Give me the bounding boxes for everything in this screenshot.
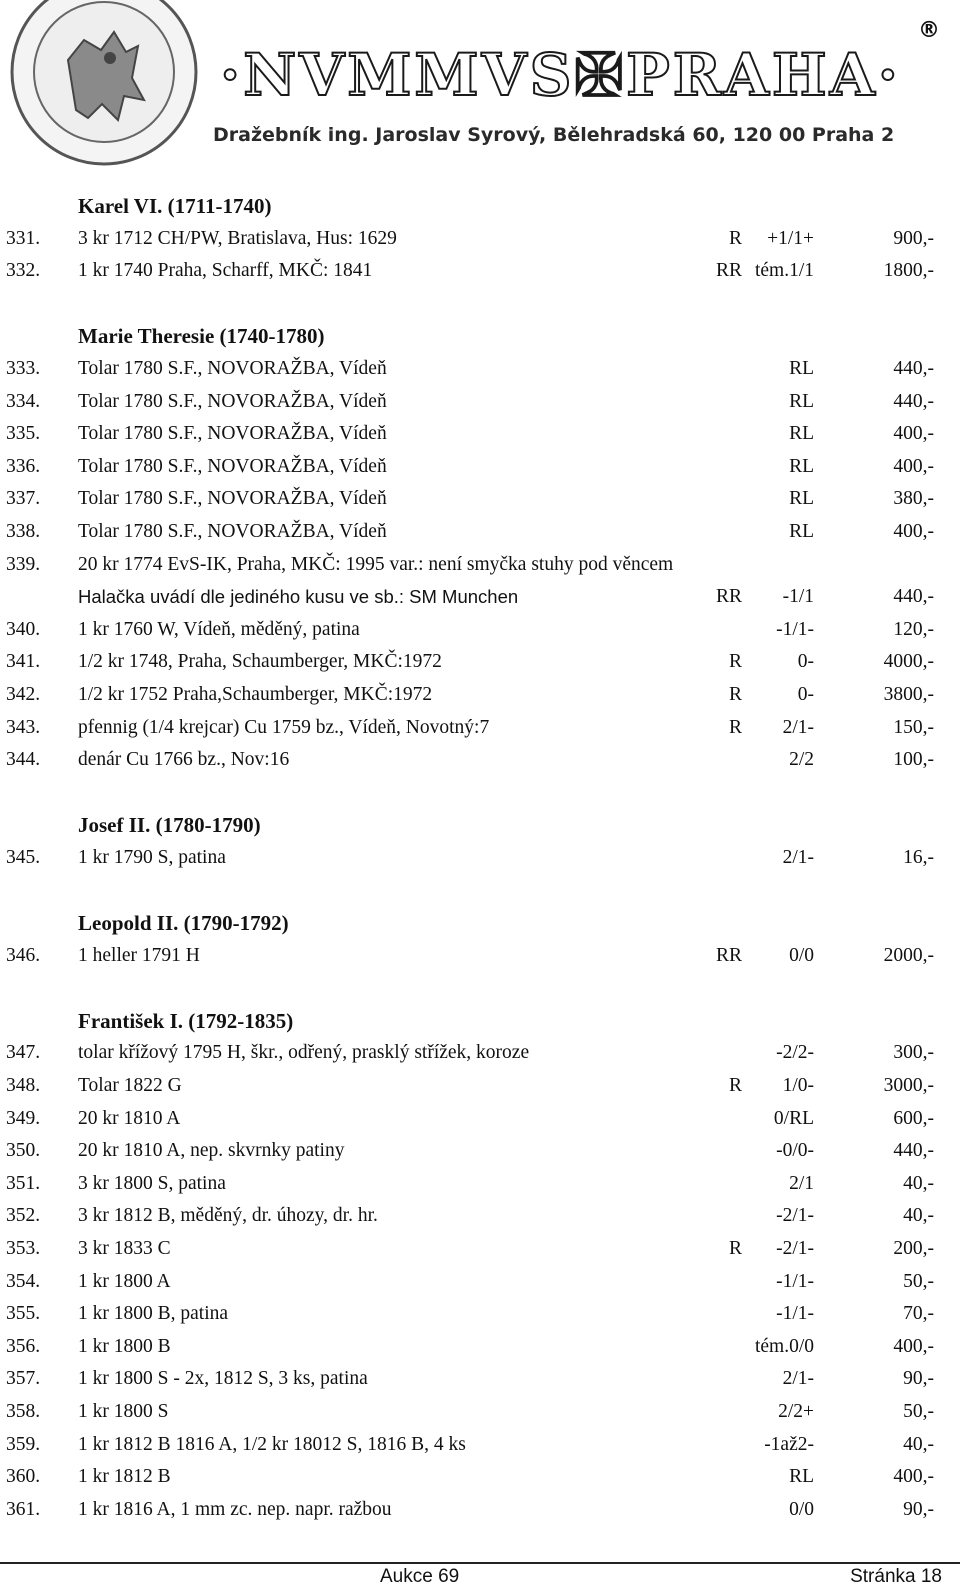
lot-row [0,1070,960,1103]
lot-number: 358. [6,1400,41,1422]
lot-grade: -2/1- [776,1238,814,1259]
lot-number: 344. [6,749,41,771]
lot-description: Halačka uvádí dle jediného kusu ve sb.: SM Munchen [78,586,519,608]
lot-row [0,1429,960,1462]
footer-divider [0,1562,960,1564]
lot-row [0,418,960,451]
lot-price: 90,- [903,1498,934,1520]
lot-grade: 0/0 [789,1498,814,1520]
lot-rarity: R [728,227,742,249]
lot-grade: -1až2- [764,1433,814,1455]
lot-price: 440,- [893,586,934,608]
lot-rarity: R [728,683,742,705]
lot-description: Tolar 1780 S.F., NOVORAŽBA, Vídeň [78,423,387,445]
lot-row [0,1331,960,1364]
lot-row [0,223,960,256]
lot-row [0,451,960,484]
lot-row [0,1396,960,1429]
section-spacer [0,777,960,810]
lot-row [0,940,960,973]
lot-price: 3800,- [883,683,934,705]
lot-price: 3000,- [883,1075,934,1097]
lot-grade: 2/1- [782,846,814,868]
lot-price: 600,- [893,1107,934,1129]
lot-number: 356. [6,1335,41,1357]
registered-mark: ® [918,18,940,43]
lot-grade: 0/RL [773,1107,814,1129]
lot-number: 334. [6,390,41,412]
lot-grade: +1/1+ [767,227,814,249]
lot-price: 440,- [893,390,934,412]
lot-price: 70,- [903,1303,934,1325]
lot-row [0,712,960,745]
lot-price: 400,- [893,423,934,445]
lot-grade: -1/1 [782,586,814,608]
lot-number: 357. [6,1368,41,1390]
section-heading: Karel VI. (1711-1740) [78,194,272,218]
lot-price: 400,- [893,1466,934,1488]
lot-price: 40,- [903,1205,934,1227]
lot-description: 20 kr 1810 A [78,1107,181,1129]
lot-grade: 0- [797,651,814,673]
lot-description: Tolar 1780 S.F., NOVORAŽBA, Vídeň [78,390,387,412]
lot-price: 150,- [893,716,934,738]
footer-auction: Aukce 69 [380,1566,460,1587]
lot-rarity: R [728,1075,742,1097]
lot-description: 3 kr 1812 B, měděný, dr. úhozy, dr. hr. [78,1205,378,1227]
section-heading-row [0,1005,960,1038]
lot-row [0,386,960,419]
section-spacer [0,288,960,321]
lot-description: 1 kr 1800 B [78,1335,171,1357]
lot-row [0,614,960,647]
lot-description: 1 kr 1812 B [78,1466,171,1488]
lot-number: 346. [6,944,41,966]
lot-description: 20 kr 1774 EvS-IK, Praha, MKČ: 1995 var.: není smyčka stuhy pod věncem [78,553,674,575]
lot-number: 353. [6,1238,41,1259]
lot-price: 100,- [893,749,934,771]
lot-description: 1 kr 1800 S - 2x, 1812 S, 3 ks, patina [78,1368,368,1390]
lot-grade: RL [789,423,814,445]
lot-price: 40,- [903,1433,934,1455]
lot-number: 338. [6,520,41,542]
lot-grade: 2/1- [782,716,814,738]
lot-grade: RL [789,390,814,412]
lot-grade: -0/0- [776,1140,814,1162]
logo-wordmark: ·NVMMVS✠PRAHA· [220,41,901,109]
lot-row [0,483,960,516]
lot-description: 1 kr 1800 S [78,1400,169,1422]
lot-description: Tolar 1780 S.F., NOVORAŽBA, Vídeň [78,357,387,379]
lot-description: Tolar 1780 S.F., NOVORAŽBA, Vídeň [78,488,387,510]
lot-price: 120,- [893,618,934,640]
lot-price: 50,- [903,1270,934,1292]
lot-grade: tém.0/0 [754,1335,814,1357]
lot-row [0,1103,960,1136]
lot-price: 400,- [893,455,934,477]
lot-description: 20 kr 1810 A, nep. skvrnky patiny [78,1140,345,1162]
lot-grade: RL [789,455,814,477]
lot-price: 400,- [893,1335,934,1357]
lot-grade: -1/1- [776,618,814,640]
lot-description: 1 kr 1812 B 1816 A, 1/2 kr 18012 S, 1816 B, 4 ks [78,1433,466,1455]
lot-description: 1 kr 1816 A, 1 mm zc. nep. napr. ražbou [78,1498,392,1520]
lot-row [0,1298,960,1331]
lot-description: 1 heller 1791 H [78,944,200,966]
lot-price: 400,- [893,520,934,542]
lot-rarity: RR [715,260,742,282]
lot-row [0,516,960,549]
lot-number: 331. [6,227,41,249]
lot-rarity: R [728,651,742,673]
section-heading: František I. (1792-1835) [78,1008,294,1033]
lot-price: 90,- [903,1368,934,1390]
lot-number: 349. [6,1107,41,1129]
lot-number: 343. [6,716,41,738]
lot-description: 1/2 kr 1748, Praha, Schaumberger, MKČ:1972 [78,651,442,673]
lot-grade: -1/1- [776,1303,814,1325]
lot-grade: RL [789,357,814,379]
lot-number: 335. [6,423,41,445]
lot-description: 1/2 kr 1752 Praha,Schaumberger, MKČ:1972 [78,683,433,705]
coin-seal-icon [6,0,202,175]
lot-grade: 2/2 [789,749,814,771]
lot-row [0,353,960,386]
section-heading: Marie Theresie (1740-1780) [78,324,325,349]
lot-description: 1 kr 1790 S, patina [78,846,226,868]
lot-number: 341. [6,651,41,673]
lot-row [0,549,960,582]
lot-number: 360. [6,1466,41,1488]
lot-row [0,1168,960,1201]
section-heading: Leopold II. (1790-1792) [78,911,289,936]
section-spacer [0,972,960,1005]
lot-description: Tolar 1780 S.F., NOVORAŽBA, Vídeň [78,455,387,477]
lot-grade: 0- [797,683,814,705]
lot-price: 440,- [893,357,934,379]
lot-number: 361. [6,1498,41,1520]
lot-description: 1 kr 1760 W, Vídeň, měděný, patina [78,618,360,640]
page-header [0,0,960,175]
lot-price: 200,- [893,1238,934,1259]
lot-row [0,1037,960,1070]
lot-grade: 1/0- [782,1075,814,1097]
lot-number: 355. [6,1303,41,1325]
lot-grade: tém.1/1 [754,260,814,282]
catalog-list [0,190,960,1526]
lot-number: 333. [6,357,41,379]
lot-grade: -2/2- [776,1042,814,1064]
lot-grade: RL [789,488,814,510]
footer-page-number: Stránka 18 [850,1566,942,1587]
lot-number: 340. [6,618,41,640]
lot-row [0,1200,960,1233]
section-spacer [0,874,960,907]
section-heading-row [0,190,960,223]
lot-description: Tolar 1780 S.F., NOVORAŽBA, Vídeň [78,520,387,542]
lot-description: 1 kr 1800 B, patina [78,1303,229,1325]
lot-price: 380,- [893,488,934,510]
lot-row [0,842,960,875]
lot-row [0,744,960,777]
lot-row [0,679,960,712]
lot-grade: RL [789,520,814,542]
lot-price: 1800,- [883,260,934,282]
lot-price: 2000,- [883,944,934,966]
section-heading-row [0,907,960,940]
lot-row [0,1135,960,1168]
lot-row [0,1266,960,1299]
lot-row [0,1461,960,1494]
lot-row [0,1233,960,1266]
lot-number: 342. [6,683,41,705]
lot-grade: -1/1- [776,1270,814,1292]
lot-number: 351. [6,1172,41,1194]
section-heading: Josef II. (1780-1790) [78,813,261,838]
lot-rarity: R [728,1238,742,1259]
lot-number: 348. [6,1075,41,1097]
lot-description: pfennig (1/4 krejcar) Cu 1759 bz., Vídeň, Novotný:7 [78,716,490,738]
lot-grade: 2/2+ [778,1400,814,1422]
lot-number: 350. [6,1140,41,1162]
lot-number: 345. [6,846,41,868]
lot-number: 347. [6,1042,41,1064]
lot-grade: 0/0 [789,944,814,966]
lot-price: 50,- [903,1400,934,1422]
lot-description: 3 kr 1800 S, patina [78,1172,226,1194]
lot-description: 3 kr 1712 CH/PW, Bratislava, Hus: 1629 [78,227,397,249]
lot-number: 332. [6,260,41,282]
lot-grade: -2/1- [776,1205,814,1227]
lot-price: 40,- [903,1172,934,1194]
lot-row [0,1494,960,1527]
section-heading-row [0,320,960,353]
lot-number: 352. [6,1205,41,1227]
lot-grade: 2/1- [782,1368,814,1390]
lot-description: denár Cu 1766 bz., Nov:16 [78,749,290,771]
lot-description: tolar křížový 1795 H, škr., odřený, prasklý střížek, koroze [78,1042,530,1064]
lot-description: Tolar 1822 G [78,1075,182,1097]
lot-description: 1 kr 1800 A [78,1270,171,1292]
lot-grade: 2/1 [789,1172,814,1194]
lot-row [0,646,960,679]
lot-row [0,1363,960,1396]
lot-price: 4000,- [883,651,934,673]
lot-rarity: RR [715,586,742,608]
lot-number: 359. [6,1433,41,1455]
lot-price: 440,- [893,1140,934,1162]
lot-price: 16,- [903,846,934,868]
lot-number: 336. [6,455,41,477]
lot-number: 339. [6,553,41,575]
lot-description: 3 kr 1833 C [78,1238,171,1259]
lot-rarity: R [728,716,742,738]
lot-price: 900,- [893,227,934,249]
lot-rarity: RR [715,944,742,966]
auctioneer-address: Dražebník ing. Jaroslav Syrový, Bělehradská 60, 120 00 Praha 2 [213,124,895,146]
lot-description: 1 kr 1740 Praha, Scharff, MKČ: 1841 [78,260,373,282]
lot-row [0,581,960,614]
lot-row [0,255,960,288]
lot-grade: RL [789,1466,814,1488]
lot-price: 300,- [893,1042,934,1064]
lot-number: 354. [6,1270,41,1292]
lot-number: 337. [6,488,41,510]
section-heading-row [0,809,960,842]
